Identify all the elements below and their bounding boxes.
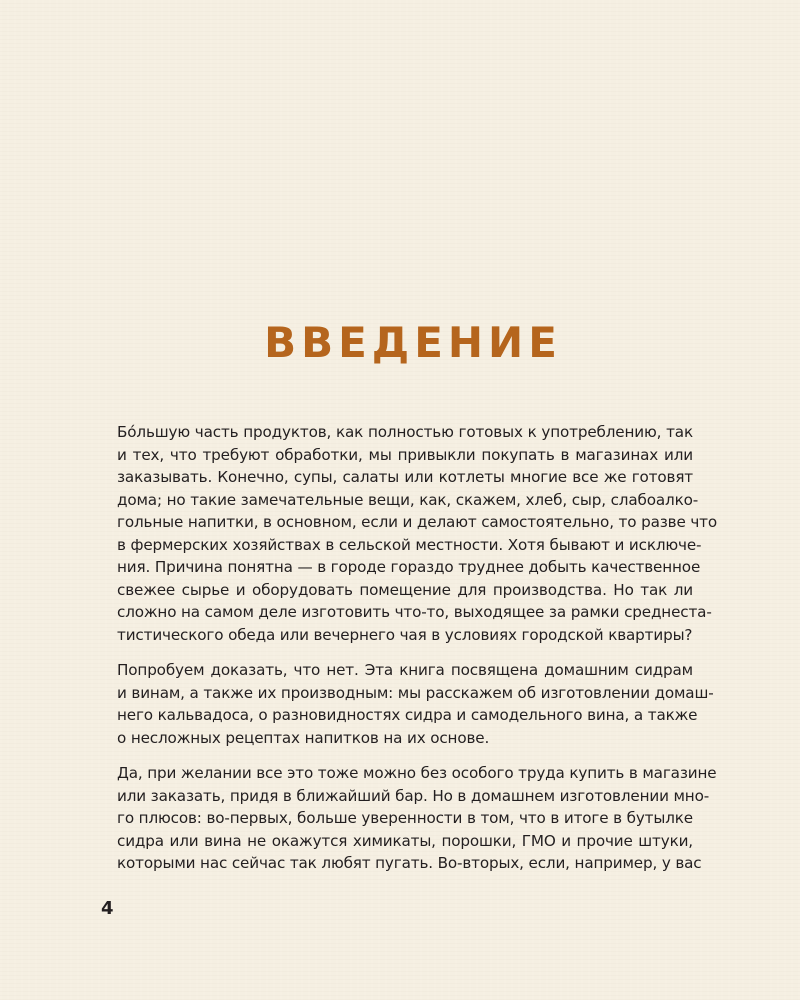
- text-line: сложно на самом деле изготовить что-то, выходящее за рамки среднеста-: [117, 603, 712, 621]
- text-line: о несложных рецептах напитков на их основе.: [117, 728, 490, 747]
- text-line: дома; но такие замечательные вещи, как, скажем, хлеб, сыр, слабоалко-: [117, 490, 699, 509]
- text-line: него кальвадоса, о разновидностях сидра и самодельного вина, а также: [117, 706, 698, 724]
- text-line: и тех, что требуют обработки, мы привыкли покупать в магазинах или: [117, 445, 693, 464]
- text-line: и винам, а также их производным: мы расскажем об изготовлении домаш-: [117, 683, 714, 702]
- text-line: или заказать, придя в ближайший бар. Но в домашнем изготовлении мно-: [117, 786, 710, 805]
- text-line: свежее сырье и оборудовать помещение для производства. Но так ли: [117, 580, 693, 599]
- page-number: 4: [101, 898, 114, 919]
- text-line: Попробуем доказать, что нет. Эта книга посвящена домашним сидрам: [117, 661, 693, 679]
- chapter-title: ВВЕДЕНИЕ: [264, 318, 562, 367]
- paragraph-1: [117, 421, 717, 646]
- text-line: в фермерских хозяйствах в сельской местности. Хотя бывают и исключе-: [117, 535, 702, 554]
- text-line: ния. Причина понятна — в городе гораздо труднее добыть качественное: [117, 558, 701, 576]
- paragraph-3: [117, 762, 717, 875]
- text-line: гольные напитки, в основном, если и делают самостоятельно, то разве что: [117, 513, 717, 531]
- text-line: го плюсов: во-первых, больше уверенности в том, что в итоге в бутылке: [117, 809, 693, 827]
- text-line: тистического обеда или вечернего чая в условиях городской квартиры?: [117, 625, 693, 644]
- text-line: которыми нас сейчас так любят пугать. Во-вторых, если, например, у вас: [117, 854, 702, 872]
- paragraph-2: [117, 659, 714, 749]
- text-line: Бо́льшую часть продуктов, как полностью готовых к употреблению, так: [117, 423, 693, 441]
- text-line: заказывать. Конечно, супы, салаты или котлеты многие все же готовят: [117, 468, 693, 486]
- body-text: [117, 421, 717, 888]
- text-line: Да, при желании все это тоже можно без особого труда купить в магазине: [117, 764, 717, 782]
- text-line: сидра или вина не окажутся химикаты, порошки, ГМО и прочие штуки,: [117, 831, 693, 850]
